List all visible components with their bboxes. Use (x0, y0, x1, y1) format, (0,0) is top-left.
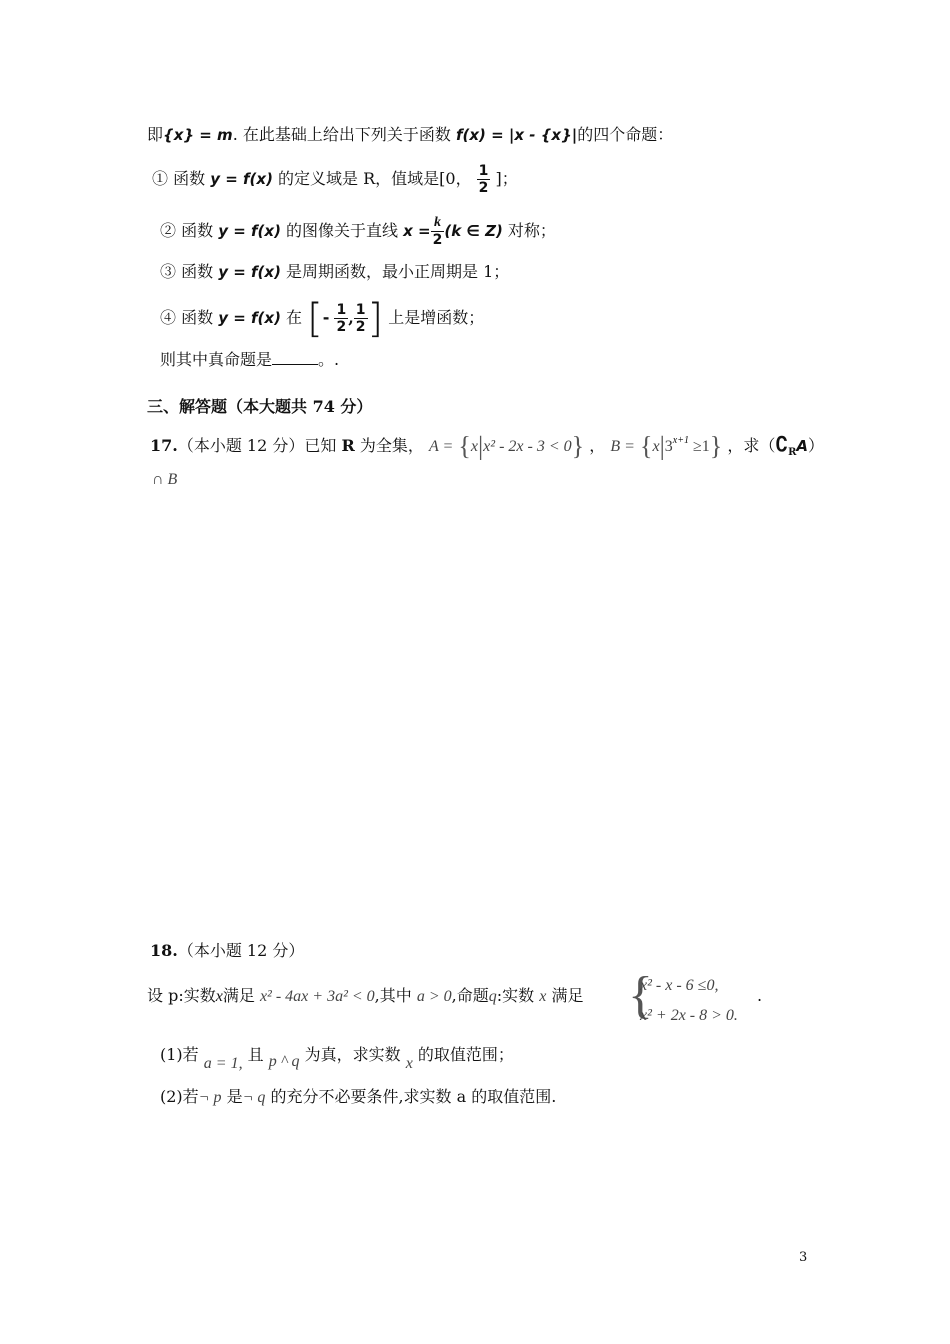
part2-not-q: ¬ q (242, 1089, 266, 1106)
q18-line1-pre: 设 p:实数 (147, 986, 216, 1005)
set-A-var: x (470, 438, 478, 455)
proposition-1-fraction (477, 163, 491, 196)
left-brace-icon: { (458, 431, 471, 461)
part1-pre: (1)若 (160, 1045, 199, 1064)
proposition-1-pre: 函数 (173, 169, 206, 188)
fraction-denominator: 2 (478, 180, 489, 196)
left-brace-icon: { (639, 431, 653, 461)
question-18-head: （本小题 12 分） (177, 941, 305, 960)
system-brace-icon: { (628, 967, 653, 1024)
proposition-2-pre: 函数 (181, 221, 214, 240)
intro-line (147, 124, 673, 146)
answer-blank (272, 350, 318, 365)
part1-mid: 为真，求实数 (304, 1045, 401, 1064)
proposition-4-pre: 函数 (181, 308, 214, 327)
proposition-1-marker: ① (152, 169, 169, 188)
bar-icon: | (477, 431, 484, 461)
set-B-exponent: x+1 (672, 435, 689, 446)
proposition-2-fraction (431, 215, 445, 248)
complement-icon: ∁ (775, 432, 789, 456)
question-17-head: （本小题 12 分）已知 (177, 436, 337, 455)
set-B-lhs: B = (610, 438, 635, 455)
intro-suffix: 的四个命题： (577, 125, 674, 144)
interval-minus: - (322, 308, 330, 327)
question-17 (150, 424, 824, 470)
fraction-denominator: 2 (336, 319, 347, 335)
right-brace-icon: } (571, 431, 585, 461)
proposition-4-fraction-1 (334, 302, 348, 335)
question-17-ask-close: ） (808, 436, 825, 455)
part1-pq: p ^ q (268, 1053, 300, 1070)
part2-pre: (2)若 (160, 1087, 199, 1106)
fraction-numerator: k (431, 215, 445, 232)
complement-subscript: R (788, 447, 797, 458)
set-A-lhs: A = (428, 438, 454, 455)
bar-icon: | (659, 431, 665, 461)
interval-comma: , (348, 308, 354, 327)
right-bracket-icon: ] (367, 295, 384, 342)
q18-colon: :实数 (496, 986, 535, 1005)
proposition-4-expr: y = f(x) (218, 309, 281, 327)
fraction-numerator: 1 (478, 163, 489, 179)
fraction-numerator: 1 (336, 302, 347, 318)
set-A-condition: x² - 2x - 3 < 0 (483, 438, 572, 455)
part1-a: a = 1, (203, 1055, 243, 1072)
proposition-3-expr: y = f(x) (218, 263, 281, 281)
intro-lhs: {x} = m (163, 126, 233, 144)
answer-line-post: 。. (318, 350, 340, 369)
page-number: 3 (799, 1250, 808, 1265)
part1-x: x (405, 1055, 413, 1072)
proposition-2-expr: y = f(x) (218, 222, 281, 240)
system-row-1: x² - x - 6 ≤0, (640, 977, 719, 994)
section-heading: 三、解答题（本大题共 74 分） (147, 397, 373, 416)
question-17-cap-line: ∩ B (152, 471, 178, 488)
proposition-1 (152, 160, 518, 198)
proposition-1-text: 的定义域是 R，值域是[0， (278, 169, 472, 188)
complement-set: A (796, 437, 809, 455)
proposition-4-text: 在 (286, 308, 303, 327)
question-18-statement (147, 985, 583, 1008)
question-17-sep: ， (589, 436, 606, 455)
answer-line-pre: 则其中真命题是 (160, 350, 273, 369)
question-17-number: 17. (150, 436, 178, 455)
question-18-heading (150, 940, 304, 962)
intro-func: f(x) = |x - {x}| (455, 126, 578, 144)
proposition-2-text: 的图像关于直线 (286, 221, 399, 240)
question-17-R: R (341, 436, 355, 455)
proposition-3-text: 是周期函数，最小正周期是 1； (286, 262, 510, 281)
answer-line (160, 349, 339, 371)
proposition-1-expr: y = f(x) (210, 170, 273, 188)
fraction-denominator: 2 (355, 319, 366, 335)
part1-tail: 的取值范围； (417, 1045, 514, 1064)
system-end: . (757, 986, 763, 1005)
q18-q: q (488, 988, 497, 1005)
q18-where: ,其中 (374, 986, 412, 1005)
proposition-4-fraction-2 (354, 302, 368, 335)
intro-mid: . 在此基础上给出下列关于函数 (232, 125, 451, 144)
question-18-part-2 (160, 1086, 556, 1109)
q18-inequality: x² - 4ax + 3a² < 0 (259, 988, 375, 1005)
question-18-number: 18. (150, 941, 178, 960)
proposition-4-marker: ④ (160, 308, 177, 327)
q18-satisfy: 满足 (222, 986, 255, 1005)
part2-not-p: ¬ p (198, 1089, 222, 1106)
right-brace-icon: } (709, 431, 723, 461)
proposition-2-tail: 对称； (507, 221, 556, 240)
proposition-4-tail: 上是增函数； (388, 308, 485, 327)
proposition-2-expr2: x = (403, 222, 431, 240)
question-18-part-1 (160, 1042, 514, 1072)
fraction-numerator: 1 (355, 302, 366, 318)
question-17-ask: ，求（ (727, 436, 776, 455)
question-17-head2: 为全集， (359, 436, 424, 455)
part1-and: 且 (247, 1045, 264, 1064)
proposition-2-expr3: (k ∈ Z) (444, 222, 503, 240)
q18-prop: ,命题 (451, 986, 489, 1005)
part2-tail: 的充分不必要条件,求实数 a 的取值范围. (270, 1087, 557, 1106)
set-B-base: 3 (664, 438, 673, 455)
set-B-var: x (652, 438, 660, 455)
q18-var-x2: x (539, 988, 547, 1005)
part2-is: 是 (226, 1087, 243, 1106)
q18-a-positive: a > 0 (416, 988, 452, 1005)
system-row-2: x² + 2x - 8 > 0. (640, 1007, 738, 1024)
left-bracket-icon: [ (307, 295, 323, 342)
fraction-denominator: 2 (432, 232, 443, 248)
set-B-rest: ≥1 (688, 438, 710, 455)
q18-var-x: x (215, 988, 223, 1005)
proposition-3-marker: ③ (160, 262, 177, 281)
proposition-2-marker: ② (160, 221, 177, 240)
intro-prefix: 即 (147, 125, 164, 144)
proposition-2 (160, 212, 556, 250)
proposition-3 (160, 261, 509, 283)
proposition-3-pre: 函数 (181, 262, 214, 281)
q18-satisfy2: 满足 (551, 986, 584, 1005)
proposition-4 (160, 295, 485, 342)
proposition-1-tail: ]； (495, 169, 518, 188)
